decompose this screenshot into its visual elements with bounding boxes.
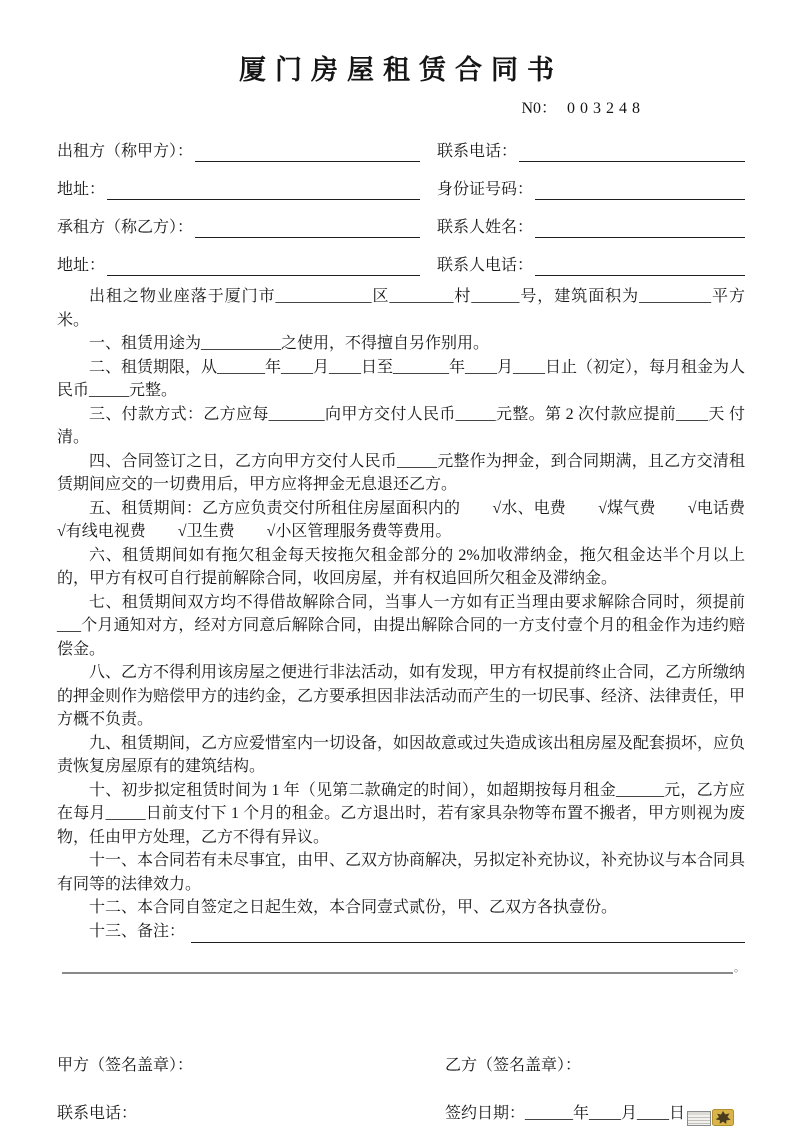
clause-10: 十、初步拟定租赁时间为 1 年（见第二款确定的时间），如超期按每月租金______元，乙方应在每月_____日前支付下 1 个月的租金。乙方退出时，若有家具杂物等布置不搬者，甲方则视为废物，任由甲方处理，乙方不得有异议。 [57,781,745,846]
clause-13-remark-row [57,920,745,944]
lessor-field [57,142,420,162]
lessee-address-blank-line [107,257,420,276]
watermark-icons [687,1109,734,1126]
lessor-address-field [57,180,420,200]
serial-label: N0： [521,100,557,117]
signature-row [57,1054,745,1078]
clause-2: 二、租赁期限，从______年____月____日至_______年____月____日止（初定），每月租金为人民币_____元整。 [57,358,746,399]
serial-number: 003248 [567,100,645,117]
clause-8: 八、乙方不得利用该房屋之便进行非法活动，如有发现，甲方有权提前终止合同，乙方所缴纳的押金则作为赔偿甲方的违约金，乙方要承担因非法活动而产生的一切民事、经济、法律责任，甲方概不负责。 [57,664,746,728]
lessee-label: 承租方（称乙方）： [57,219,194,236]
lessee-field [57,218,420,238]
contact-name-blank-line [535,219,745,238]
contact-phone-label: 联系人电话： [437,257,534,274]
lessee-address-field [57,256,420,276]
form-row-lessor-address [57,162,745,200]
party-b-signature-label: 乙方（签名盖章）： [445,1057,582,1074]
lessee-address-label: 地址： [57,257,106,274]
parties-form [57,124,745,276]
sign-date-field [445,1102,745,1126]
clause-11: 十一、本合同若有未尽事宜，由甲、乙双方协商解决，另拟定补充协议，补充协议与本合同具有同等的法律效力。 [57,852,746,893]
lessee-blank-line [195,219,420,238]
clause-9: 九、租赁期间，乙方应爱惜室内一切设备，如因故意或过失造成该出租房屋及配套损坏，应负责恢复房屋原有的建筑结构。 [57,734,746,775]
remark-continuation-line [62,964,733,974]
form-row-lessor [57,124,745,162]
clause-3: 三、付款方式：乙方应每_______向甲方交付人民币_____元整。第 2 次付款应提前____天 付清。 [57,405,745,446]
party-a-signature-label: 甲方（签名盖章）： [57,1057,194,1074]
continuation-period-mark: 。 [734,962,745,974]
form-row-lessee-address [57,238,745,276]
clause-12: 十二、本合同自签定之日起生效，本合同壹式贰份，甲、乙双方各执壹份。 [89,899,618,916]
clause-7: 七、租赁期间双方均不得借故解除合同，当事人一方如有正当理由要求解除合同时，须提前___个月通知对方，经对方同意后解除合同，由提出解除合同的一方支付壹个月的租金作为违约赔偿金。 [57,593,745,658]
id-number-field [437,180,745,200]
lessor-blank-line [195,143,420,162]
clause-5: 五、租赁期间：乙方应负责交付所租住房屋面积内的 √水、电费 √煤气费 √电话费 √有线电视费 √卫生费 √小区管理服务费等费用。 [57,499,778,540]
contact-name-field [437,218,745,238]
remark-blank-line [191,925,745,943]
clause-1: 一、租赁用途为__________之使用，不得擅自另作别用。 [89,335,490,352]
phone-and-date-row [57,1102,745,1126]
form-row-lessee [57,200,745,238]
seal-watermark-icon [712,1109,734,1126]
contact-phone-blank-line [535,257,745,276]
contact-phone-field [437,256,745,276]
signature-section [57,1054,745,1126]
sign-date-label: 签约日期：______年____月____日 [445,1105,686,1122]
property-location-paragraph: 出租之物业座落于厦门市____________区________村______号，建筑面积为_________平方米。 [57,288,745,329]
remark-label: 十三、备注： [89,922,186,940]
id-number-blank-line [535,181,745,200]
clause-6: 六、租赁期间如有拖欠租金每天按拖欠租金部分的 2%加收滞纳金，拖欠租金达半个月以上的，甲方有权可自行提前解除合同，收回房屋，并有权追回所欠租金及滞纳金。 [57,546,745,587]
signature-phone-label: 联系电话： [57,1105,138,1122]
remark-continuation-row [62,963,745,974]
contract-body [57,285,778,974]
lessor-label: 出租方（称甲方）： [57,143,194,160]
lessor-address-label: 地址： [57,181,106,198]
lessor-phone-field [437,142,745,162]
id-number-label: 身份证号码： [437,181,534,198]
clause-4: 四、合同签订之日，乙方向甲方交付人民币_____元整作为押金，到合同期满，且乙方交清租赁期间应交的一切费用后，甲方应将押金无息退还乙方。 [57,452,745,493]
lessor-phone-blank-line [519,143,745,162]
table-watermark-icon [687,1110,711,1126]
lessor-phone-label: 联系电话： [437,143,518,160]
serial-number-row [57,98,745,120]
document-title: 厦门房屋租赁合同书 [239,55,563,85]
contact-name-label: 联系人姓名： [437,219,534,236]
lessor-address-blank-line [107,181,420,200]
